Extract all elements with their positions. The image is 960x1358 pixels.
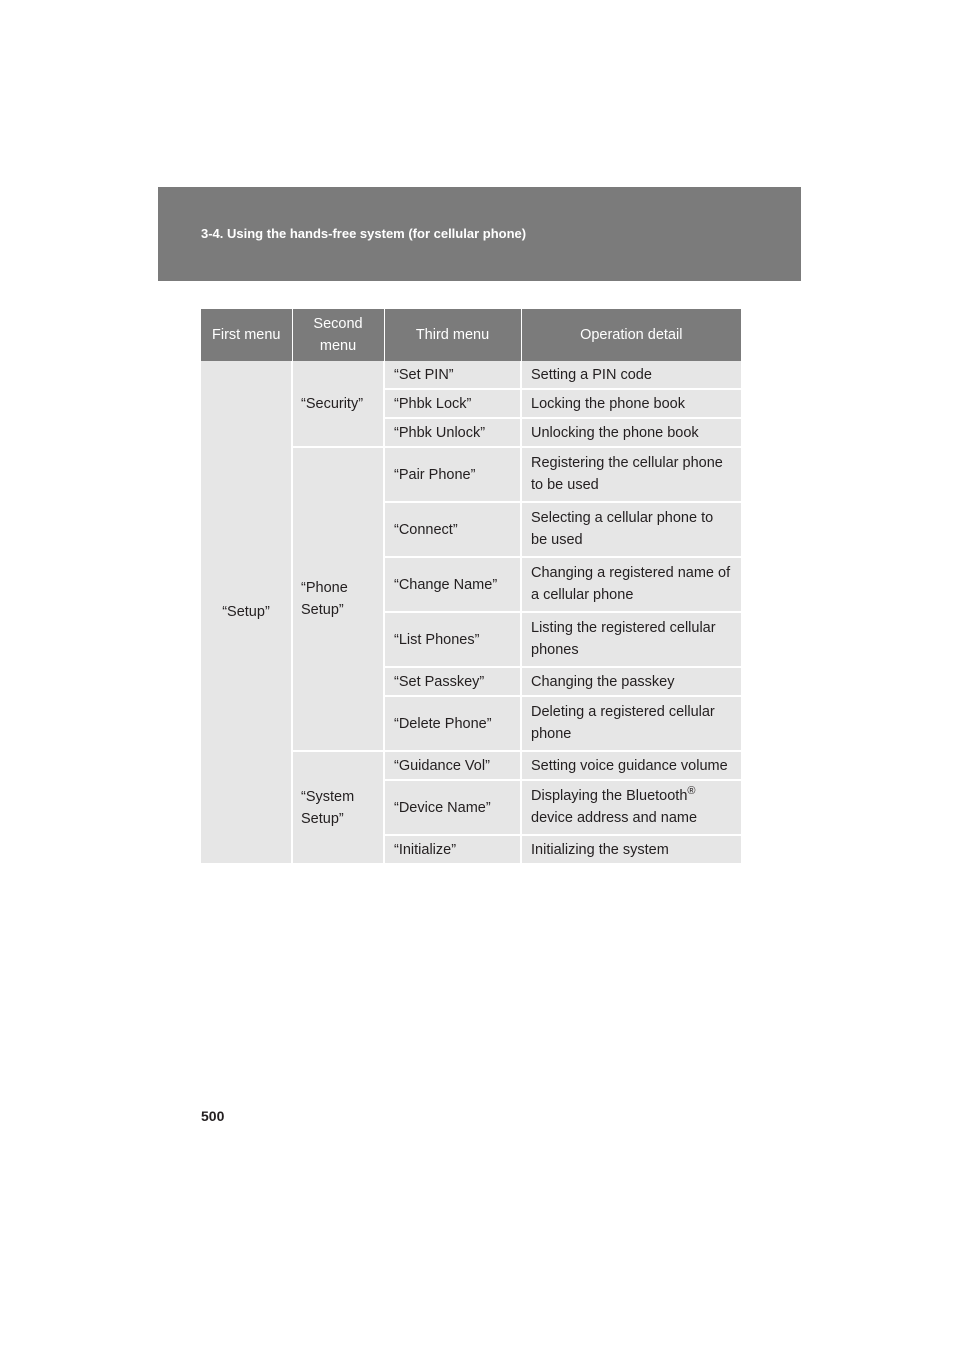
operation-detail: Setting voice guidance volume: [521, 751, 741, 780]
operation-detail: Listing the registered cellular phones: [521, 612, 741, 667]
menu-table: [201, 309, 741, 865]
third-menu-item: “List Phones”: [384, 612, 521, 667]
first-menu-setup: “Setup”: [201, 361, 292, 864]
third-menu-item: “Guidance Vol”: [384, 751, 521, 780]
column-header-first-menu: First menu: [201, 309, 292, 361]
third-menu-item: “Delete Phone”: [384, 696, 521, 751]
third-menu-item: “Connect”: [384, 502, 521, 557]
column-header-second-menu: Second menu: [292, 309, 384, 361]
third-menu-item: “Set PIN”: [384, 361, 521, 389]
third-menu-item: “Pair Phone”: [384, 447, 521, 502]
operation-detail: Selecting a cellular phone to be used: [521, 502, 741, 557]
third-menu-item: “Phbk Lock”: [384, 389, 521, 418]
third-menu-item: “Set Passkey”: [384, 667, 521, 696]
operation-detail: Locking the phone book: [521, 389, 741, 418]
table-header-row: [201, 309, 741, 361]
column-header-third-menu: Third menu: [384, 309, 521, 361]
detail-text-continued: device address and name: [531, 810, 698, 826]
second-menu-security: “Security”: [292, 361, 384, 447]
second-menu-phone-setup: “Phone Setup”: [292, 447, 384, 751]
operation-detail: [521, 780, 741, 835]
table-row: [201, 361, 741, 389]
column-header-operation-detail: Operation detail: [521, 309, 741, 361]
operation-detail: Initializing the system: [521, 835, 741, 864]
second-menu-system-setup: “System Setup”: [292, 751, 384, 864]
page-number: 500: [201, 1108, 225, 1124]
third-menu-item: “Initialize”: [384, 835, 521, 864]
third-menu-item: “Phbk Unlock”: [384, 418, 521, 447]
detail-text: Displaying the Bluetooth: [531, 788, 688, 804]
third-menu-item: “Change Name”: [384, 557, 521, 612]
operation-detail: Deleting a registered cellular phone: [521, 696, 741, 751]
operation-detail: Registering the cellular phone to be used: [521, 447, 741, 502]
third-menu-item: “Device Name”: [384, 780, 521, 835]
operation-detail: Changing the passkey: [521, 667, 741, 696]
operation-detail: Changing a registered name of a cellular phone: [521, 557, 741, 612]
operation-detail: Unlocking the phone book: [521, 418, 741, 447]
section-header-bar: [158, 187, 801, 281]
operation-detail: Setting a PIN code: [521, 361, 741, 389]
registered-trademark-mark: ®: [687, 785, 696, 797]
section-title: 3-4. Using the hands-free system (for cellular phone): [201, 226, 527, 241]
